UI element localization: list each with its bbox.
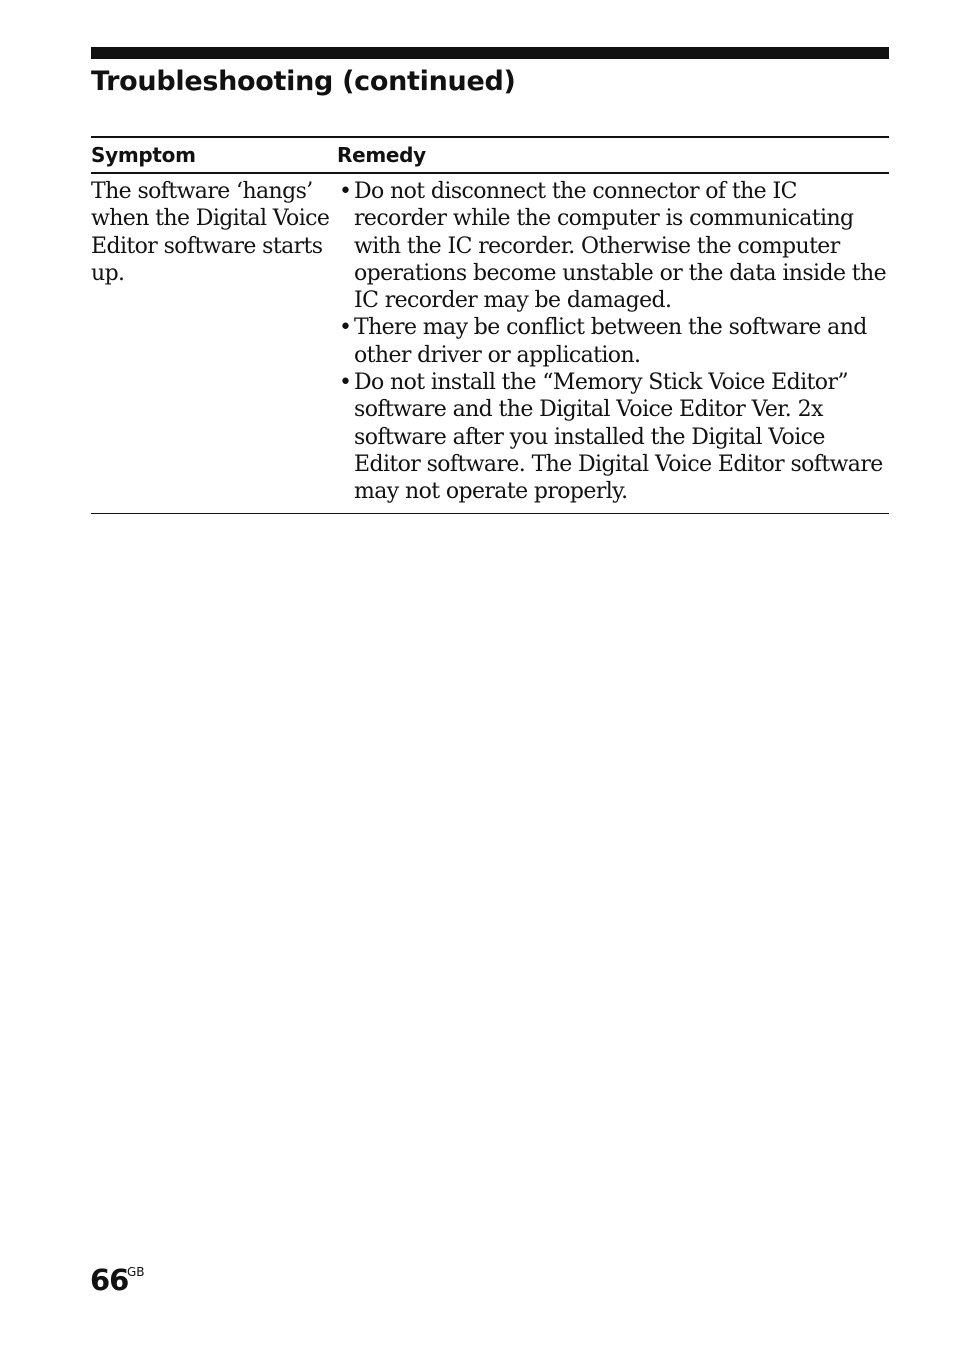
bullet-icon: •	[339, 179, 352, 204]
troubleshooting-table	[91, 136, 889, 514]
symptom-cell: The software ‘hangs’ when the Digital Voice Editor software starts up.	[91, 179, 330, 286]
table-row	[91, 173, 889, 513]
bullet-icon: •	[339, 370, 352, 396]
page-number: 66	[90, 1263, 129, 1297]
list-item	[337, 178, 889, 314]
page-region-suffix: GB	[127, 1265, 145, 1279]
symptom-column-header: Symptom	[91, 143, 196, 167]
list-item	[337, 369, 889, 505]
remedy-list	[337, 178, 889, 506]
remedy-text: Do not install the “Memory Stick Voice Editor” software and the Digital Voice Editor Ver. 2x software after you installed the Digital Voice Editor software. The Digital Voice Editor software may not operate properly.	[354, 370, 883, 505]
list-item	[337, 314, 889, 369]
bullet-icon: •	[339, 315, 352, 341]
remedy-cell	[337, 173, 889, 513]
remedy-column-header: Remedy	[337, 143, 426, 167]
section-rule	[91, 47, 889, 59]
section-title: Troubleshooting (continued)	[91, 66, 516, 97]
table-header-row	[91, 137, 889, 173]
remedy-text: There may be conflict between the software and other driver or application.	[354, 315, 867, 368]
remedy-text: Do not disconnect the connector of the IC recorder while the computer is communicating with the IC recorder. Otherwise the computer operations become unstable or the data inside the IC recorder may be damaged.	[354, 179, 886, 314]
